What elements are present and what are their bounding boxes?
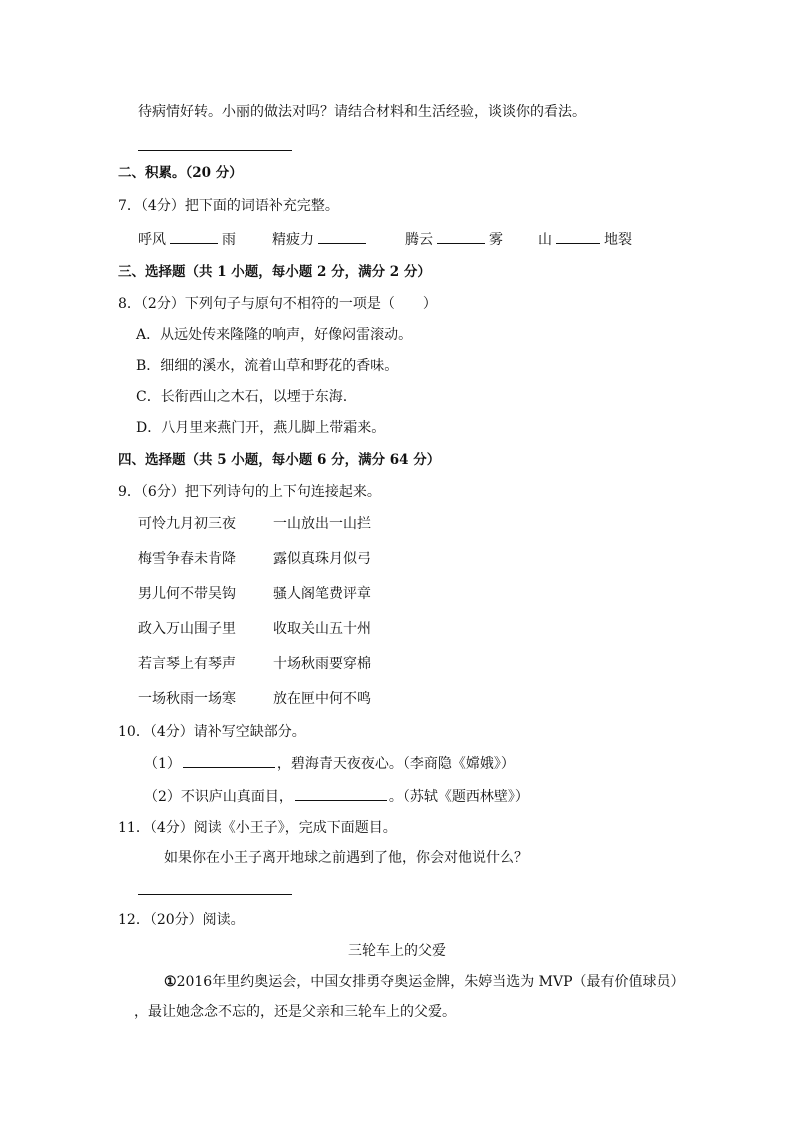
q7-item-4 (538, 229, 632, 250)
q7-item-3 (405, 229, 503, 250)
poem-lower-line: 露似真珠月似弓 (273, 551, 371, 567)
question-10-stem: 10．（4分）请补写空缺部分。 (118, 724, 306, 740)
q10-item-1-post: ，碧海青天夜夜心。（李商隐《嫦娥》） (276, 756, 515, 772)
question-6-continuation: 待病情好转。小丽的做法对吗？请结合材料和生活经验，谈谈你的看法。 (138, 104, 586, 120)
q7-item-2 (272, 229, 370, 250)
q10-item-1-pre: （1） (144, 756, 181, 772)
poem-lower-line: 放在匣中何不鸣 (273, 691, 371, 707)
q7-blank-4 (556, 229, 600, 244)
q8-option-c: C．长衔西山之木石，以堙于东海. (136, 389, 348, 405)
q7-item-3-pre: 腾云 (405, 232, 433, 248)
section-2-heading: 二、积累。（20 分） (118, 165, 243, 181)
q10-item-1 (144, 753, 515, 774)
section-3-heading: 三、选择题（共 1 小题，每小题 2 分，满分 2 分） (118, 264, 431, 280)
q7-blank-3 (437, 229, 485, 244)
q7-item-2-pre: 精疲力 (272, 232, 314, 248)
question-11-stem: 11．（4分）阅读《小王子》，完成下面题目。 (118, 820, 397, 836)
q10-item-2-post: 。（苏轼《题西林壁》） (388, 789, 529, 805)
poem-lower-line: 十场秋雨要穿棉 (273, 656, 371, 672)
poem-lower-line: 一山放出一山拦 (273, 516, 371, 532)
paragraph-text: 2016年里约奥运会，中国女排勇夺奥运金牌，朱婷当选为 MVP（最有价值球员） (176, 974, 685, 990)
q10-blank-2 (295, 786, 387, 801)
q10-item-2 (144, 786, 529, 807)
question-8-stem: 8．（2分）下列句子与原句不相符的一项是（ ） (118, 296, 437, 312)
poem-lower-line: 收取关山五十州 (273, 621, 371, 637)
section-4-heading: 四、选择题（共 5 小题，每小题 6 分，满分 64 分） (118, 452, 441, 468)
q8-option-d: D．八月里来燕门开，燕儿脚上带霜来。 (136, 420, 386, 436)
q7-item-1-post: 雨 (222, 232, 236, 248)
question-12-stem: 12．（20分）阅读。 (118, 912, 245, 928)
poem-upper-line: 若言琴上有琴声 (138, 656, 236, 672)
poem-upper-line: 一场秋雨一场寒 (138, 691, 236, 707)
q10-blank-1 (183, 753, 275, 768)
question-7-stem: 7．（4分）把下面的词语补充完整。 (118, 198, 339, 214)
answer-line (138, 894, 292, 895)
q7-blank-2 (318, 229, 366, 244)
poem-upper-line: 可怜九月初三夜 (138, 516, 236, 532)
question-11-prompt: 如果你在小王子离开地球之前遇到了他，你会对他说什么？ (164, 850, 528, 866)
q7-blank-1 (170, 229, 218, 244)
passage-paragraph-line-2: ，最让她念念不忘的，还是父亲和三轮车上的父爱。 (134, 1004, 456, 1020)
q10-item-2-pre: （2）不识庐山真面目， (144, 789, 293, 805)
q7-item-4-pre: 山 (538, 232, 552, 248)
q7-item-4-post: 地裂 (604, 232, 632, 248)
poem-lower-line: 骚人阁笔费评章 (273, 586, 371, 602)
answer-line (138, 150, 292, 151)
poem-upper-line: 政入万山围子里 (138, 621, 236, 637)
passage-paragraph-line-1 (164, 972, 685, 992)
q7-item-1-pre: 呼风 (138, 232, 166, 248)
paragraph-number: ① (164, 974, 177, 990)
poem-upper-line: 男儿何不带吴钩 (138, 586, 236, 602)
passage-title: 三轮车上的父爱 (348, 943, 446, 959)
q7-item-3-post: 雾 (489, 232, 503, 248)
q8-option-b: B．细细的溪水，流着山草和野花的香味。 (136, 358, 399, 374)
poem-upper-line: 梅雪争春未肯降 (138, 551, 236, 567)
question-9-stem: 9．（6分）把下列诗句的上下句连接起来。 (118, 484, 381, 500)
q7-item-1 (138, 229, 236, 250)
q8-option-a: A．从远处传来隆隆的响声，好像闷雷滚动。 (136, 327, 413, 343)
